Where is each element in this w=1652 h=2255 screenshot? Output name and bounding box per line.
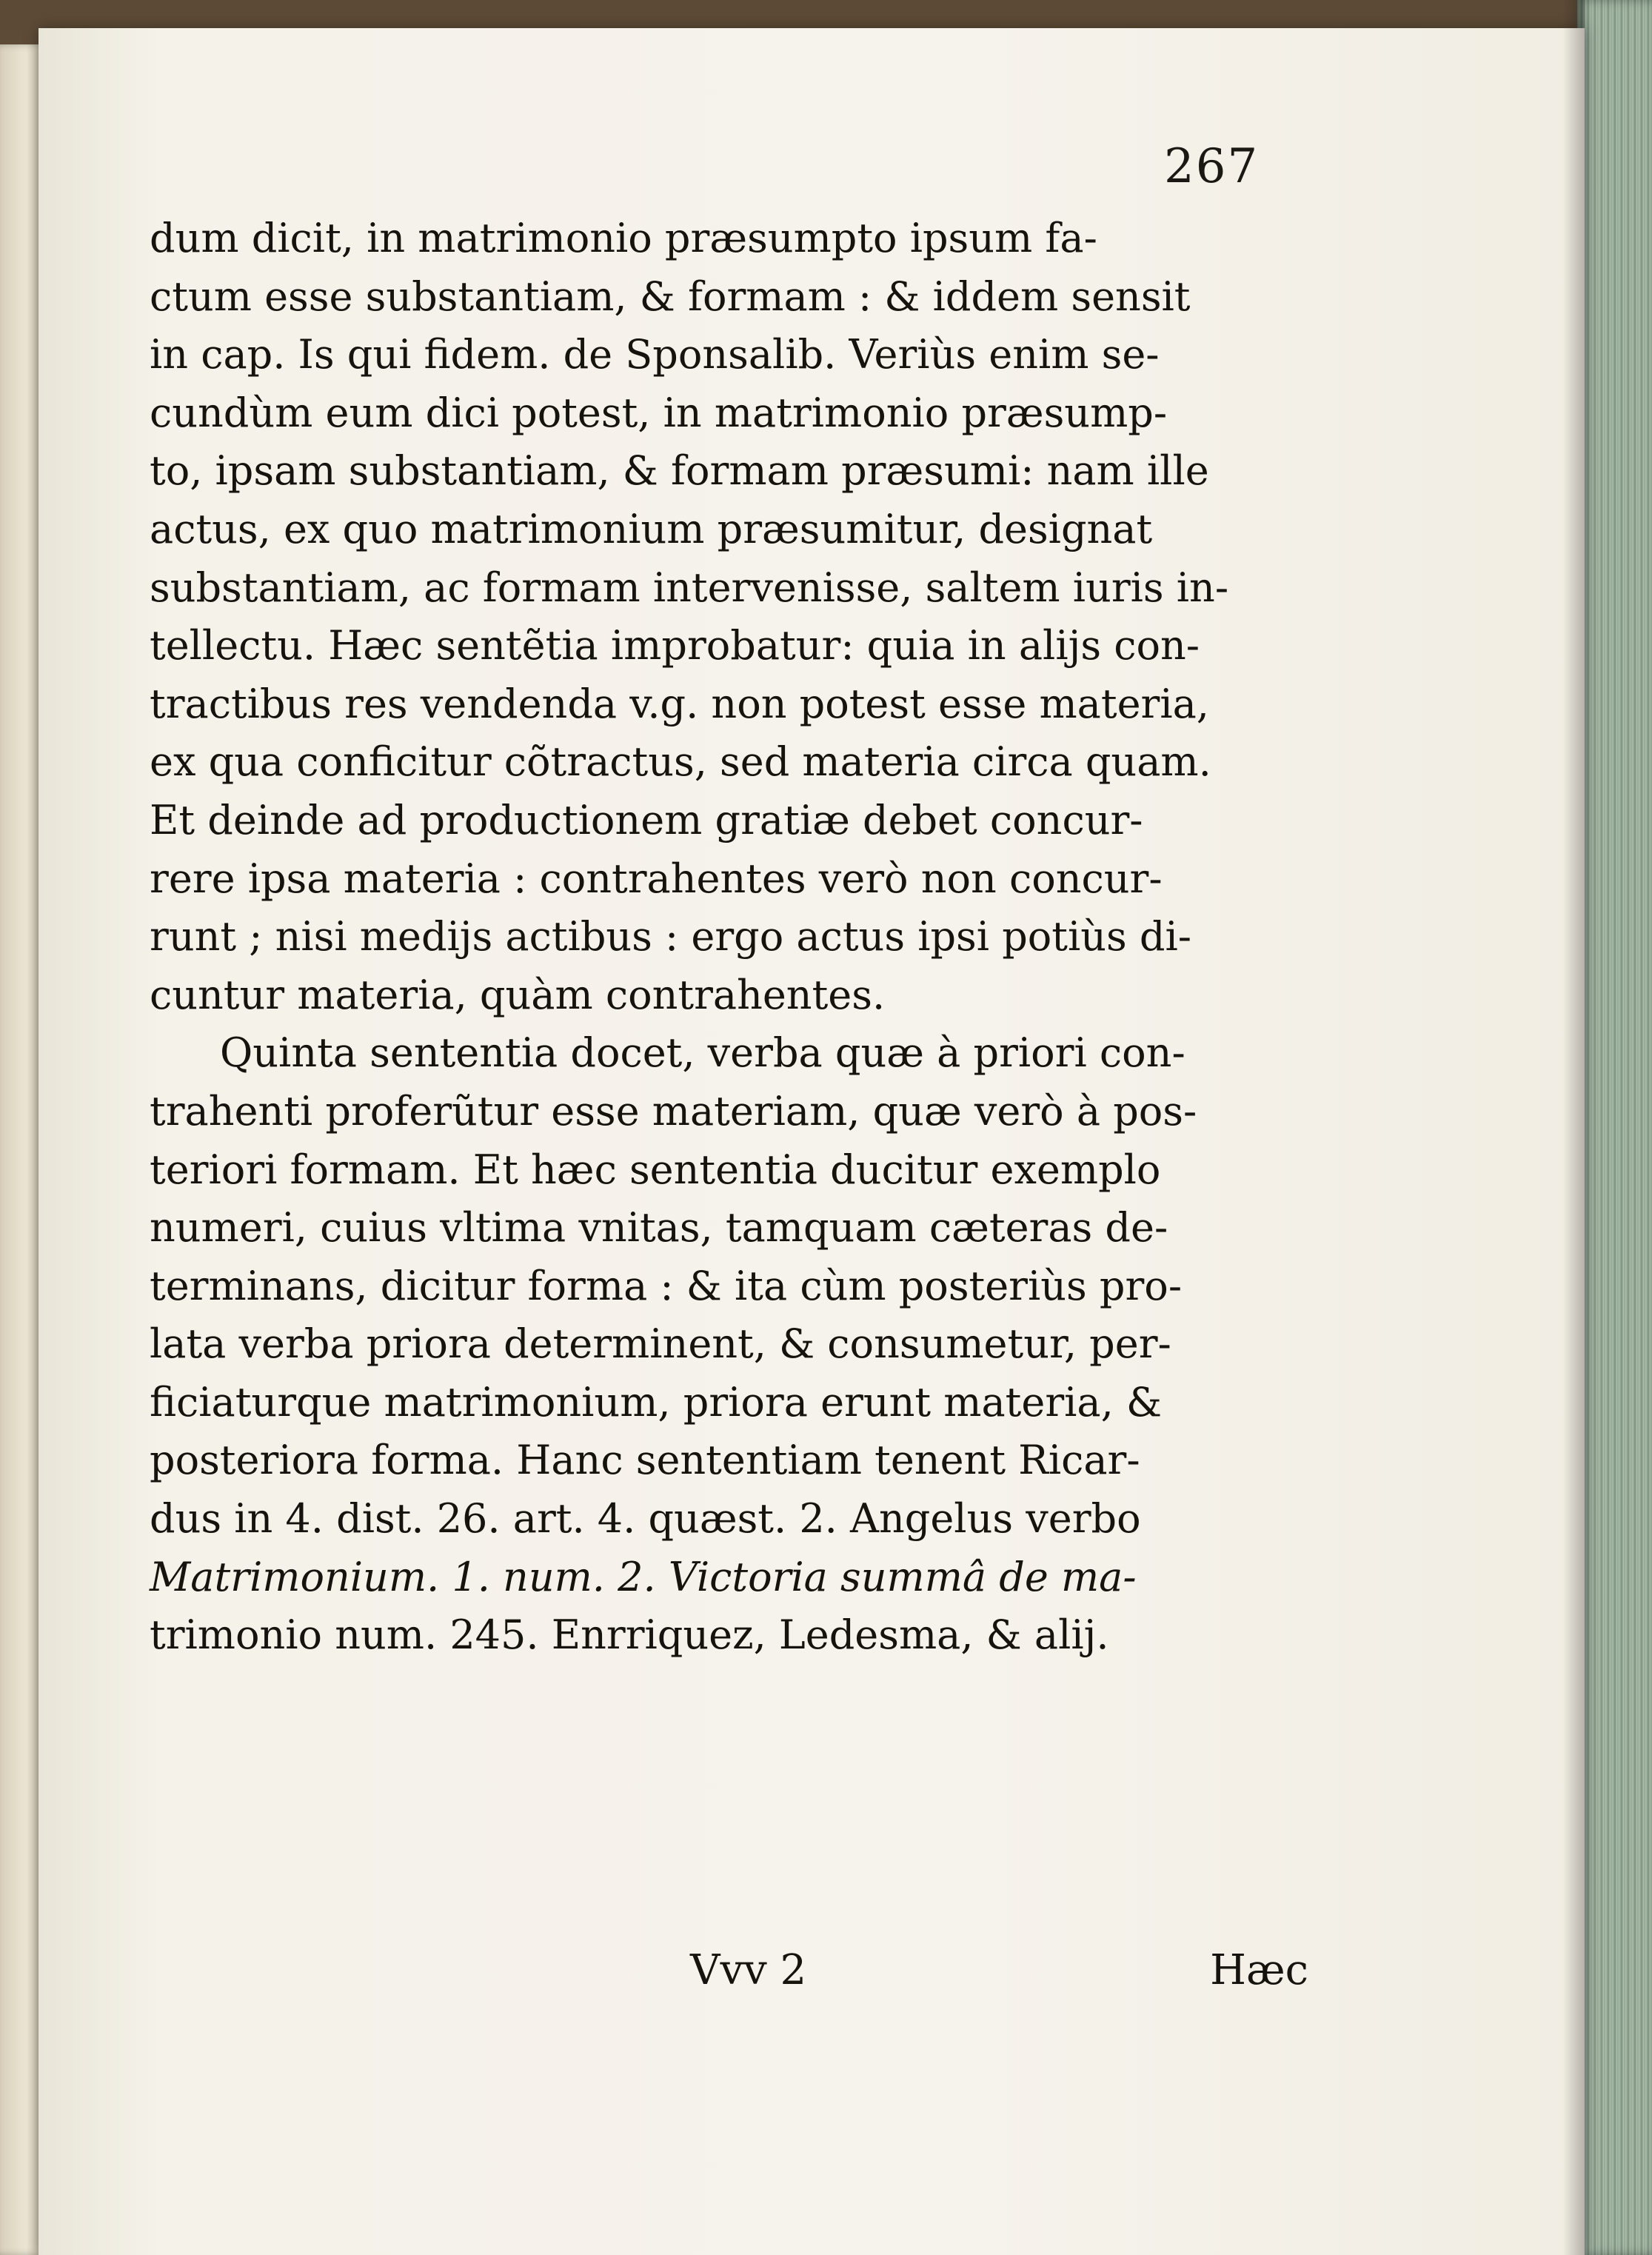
text-line: to, ipsam substantiam, & formam præsumi: nam ille: [150, 447, 1209, 495]
text-line: trahenti proferũtur esse materiam, quæ verò à pos-: [150, 1087, 1197, 1135]
text-line: substantiam, ac formam intervenisse, saltem iuris in-: [150, 564, 1229, 611]
text-line: Et deinde ad productionem gratiæ debet concur-: [150, 796, 1143, 843]
text-line: dus in 4. dist. 26. art. 4. quæst. 2. Angelus verbo: [150, 1495, 1141, 1543]
text-line: actus, ex quo matrimonium præsumitur, designat: [150, 505, 1153, 552]
text-line: numeri, cuius vltima vnitas, tamquam cæteras de-: [150, 1204, 1168, 1252]
page-number: 267: [1164, 139, 1260, 194]
paragraph-start-line: Quinta sententia docet, verba quæ à priori con-: [220, 1029, 1186, 1077]
text-line: teriori formam. Et hæc sententia ducitur exemplo: [150, 1146, 1161, 1193]
text-line: tractibus res vendenda v.g. non potest esse materia,: [150, 680, 1209, 727]
gutter-shadow: [1562, 0, 1585, 2255]
text-line: runt ; nisi medijs actibus : ergo actus ipsi potiùs di-: [150, 913, 1191, 961]
text-line: ex qua conficitur cõtractus, sed materia circa quam.: [150, 738, 1211, 786]
catchword: Hæc: [1210, 1946, 1308, 1994]
text-line: posteriora forma. Hanc sententiam tenent Ricar-: [150, 1437, 1140, 1484]
page-stack-edge: [1577, 0, 1652, 2255]
text-line: in cap. Is qui fidem. de Sponsalib. Veriùs enim se-: [150, 331, 1160, 378]
text-line: ficiaturque matrimonium, priora erunt materia, &: [150, 1378, 1163, 1426]
left-page-edge: [0, 44, 44, 2255]
text-line: lata verba priora determinent, & consumetur, per-: [150, 1320, 1171, 1368]
signature-mark: Vvv 2: [690, 1946, 807, 1994]
text-line: rere ipsa materia : contrahentes verò non concur-: [150, 855, 1163, 902]
book-page: [39, 28, 1585, 2255]
body-text: [150, 210, 1294, 1665]
text-line: dum dicit, in matrimonio præsumpto ipsum fa-: [150, 215, 1097, 261]
page-footer: [150, 1946, 1308, 2005]
text-line: ctum esse substantiam, & formam : & iddem sensit: [150, 273, 1191, 320]
text-line: cuntur materia, quàm contrahentes.: [150, 971, 886, 1018]
text-line: tellectu. Hæc sentẽtia improbatur: quia in alijs con-: [150, 622, 1200, 669]
text-line: cundùm eum dici potest, in matrimonio præsump-: [150, 389, 1168, 436]
text-line: trimonio num. 245. Enrriquez, Ledesma, & alij.: [150, 1611, 1109, 1659]
text-line: terminans, dicitur forma : & ita cùm posteriùs pro-: [150, 1262, 1183, 1309]
text-line: Matrimonium. 1. num. 2. Victoria summâ de ma-: [150, 1553, 1137, 1600]
